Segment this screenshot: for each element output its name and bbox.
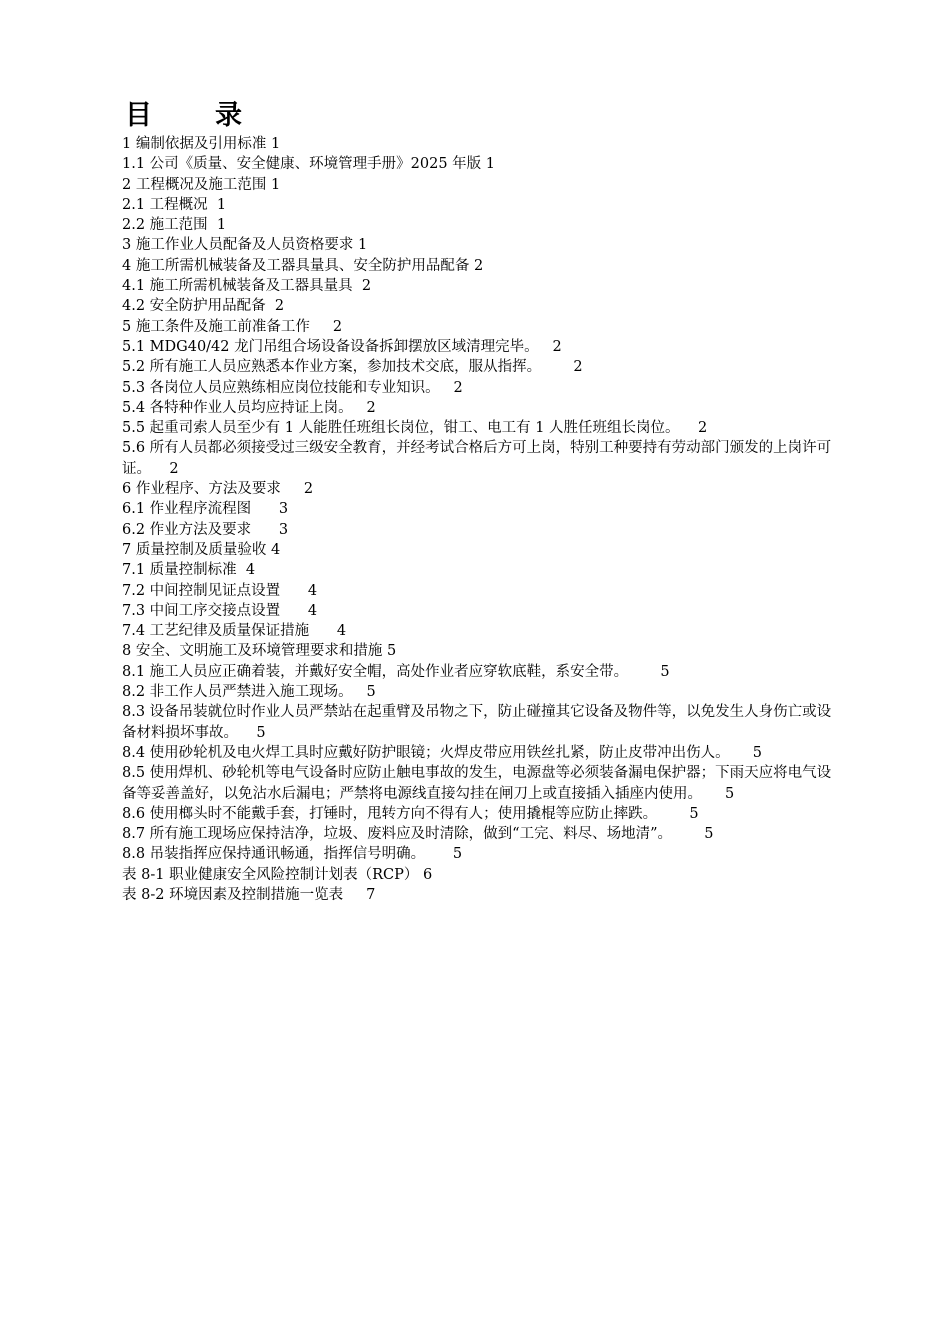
toc-entry[interactable]: 表 8-2 环境因素及控制措施一览表 7: [122, 886, 376, 903]
toc-entry[interactable]: 8.2 非工作人员严禁进入施工现场。 5: [122, 684, 376, 701]
toc-entry[interactable]: 1 编制依据及引用标准 1: [122, 136, 281, 152]
toc-entry[interactable]: 8.4 使用砂轮机及电火焊工具时应戴好防护眼镜；火焊皮带应用铁丝扎紧，防止皮带冲出伤人。 5: [122, 744, 762, 761]
toc-entry[interactable]: 8.3 设备吊装就位时作业人员严禁站在起重臂及吊物之下，防止碰撞其它设备及物件等，以免发生人身伤亡或设备材料损坏事故。 5: [122, 704, 832, 741]
toc-entry[interactable]: 7 质量控制及质量验收 4: [122, 541, 281, 558]
toc-entry[interactable]: 5.2 所有施工人员应熟悉本作业方案，参加技术交底，服从指挥。 2: [122, 359, 583, 376]
toc-entry[interactable]: 7.4 工艺纪律及质量保证措施 4: [122, 623, 347, 640]
toc-entry[interactable]: 8.1 施工人员应正确着装，并戴好安全帽，高处作业者应穿软底鞋，系安全带。 5: [122, 663, 670, 680]
toc-entry[interactable]: 5.5 起重司索人员至少有 1 人能胜任班组长岗位，钳工、电工有 1 人胜任班组长岗位。 2: [122, 420, 708, 437]
toc-entry[interactable]: 8.8 吊装指挥应保持通讯畅通，指挥信号明确。 5: [122, 846, 463, 863]
toc-entry[interactable]: 2.2 施工范围 1: [122, 217, 227, 234]
toc-entry[interactable]: 表 8-1 职业健康安全风险控制计划表（RCP） 6: [122, 866, 433, 883]
toc-entry[interactable]: 5.3 各岗位人员应熟练相应岗位技能和专业知识。 2: [122, 379, 463, 396]
toc-title: 目 录: [125, 100, 260, 131]
toc-entry[interactable]: 5.4 各特种作业人员均应持证上岗。 2: [122, 399, 376, 416]
toc-list: [122, 134, 834, 905]
toc-entry[interactable]: 1.1 公司《质量、安全健康、环境管理手册》2025 年版 1: [122, 156, 496, 173]
toc-entry[interactable]: 6.2 作业方法及要求 3: [122, 521, 289, 538]
toc-entry[interactable]: 4.2 安全防护用品配备 2: [122, 298, 285, 315]
toc-entry[interactable]: 5.1 MDG40/42 龙门吊组合场设备设备拆卸摆放区域清理完毕。 2: [122, 338, 562, 355]
toc-entry[interactable]: 8.7 所有施工现场应保持洁净，垃圾、废料应及时清除，做到“工完、料尽、场地清”。 5: [122, 826, 714, 843]
toc-entry[interactable]: 8.5 使用焊机、砂轮机等电气设备时应防止触电事故的发生，电源盘等必须装备漏电保护器；下雨天应将电气设备等妥善盖好，以免沾水后漏电；严禁将电源线直接勾挂在闸刀上或直接插入插座内使用。 5: [122, 765, 832, 802]
toc-entry[interactable]: 5.6 所有人员都必须接受过三级安全教育，并经考试合格后方可上岗，特别工种要持有劳动部门颁发的上岗许可证。 2: [122, 440, 832, 477]
toc-entry[interactable]: 4.1 施工所需机械装备及工器具量具 2: [122, 278, 372, 295]
toc-entry[interactable]: 2 工程概况及施工范围 1: [122, 176, 281, 193]
toc-entry[interactable]: 6.1 作业程序流程图 3: [122, 501, 289, 518]
toc-entry[interactable]: 4 施工所需机械装备及工器具量具、安全防护用品配备 2: [122, 257, 484, 274]
toc-entry[interactable]: 7.2 中间控制见证点设置 4: [122, 582, 318, 599]
toc-entry[interactable]: 5 施工条件及施工前准备工作 2: [122, 318, 343, 335]
toc-entry[interactable]: 7.1 质量控制标准 4: [122, 562, 256, 579]
toc-entry[interactable]: 7.3 中间工序交接点设置 4: [122, 602, 318, 619]
toc-entry[interactable]: 6 作业程序、方法及要求 2: [122, 481, 314, 498]
toc-entry[interactable]: 3 施工作业人员配备及人员资格要求 1: [122, 237, 368, 254]
toc-entry[interactable]: 8.6 使用榔头时不能戴手套，打锤时，甩转方向不得有人；使用撬棍等应防止摔跌。 5: [122, 805, 699, 822]
toc-entry[interactable]: 8 安全、文明施工及环境管理要求和措施 5: [122, 643, 397, 660]
toc-entry[interactable]: 2.1 工程概况 1: [122, 196, 227, 213]
